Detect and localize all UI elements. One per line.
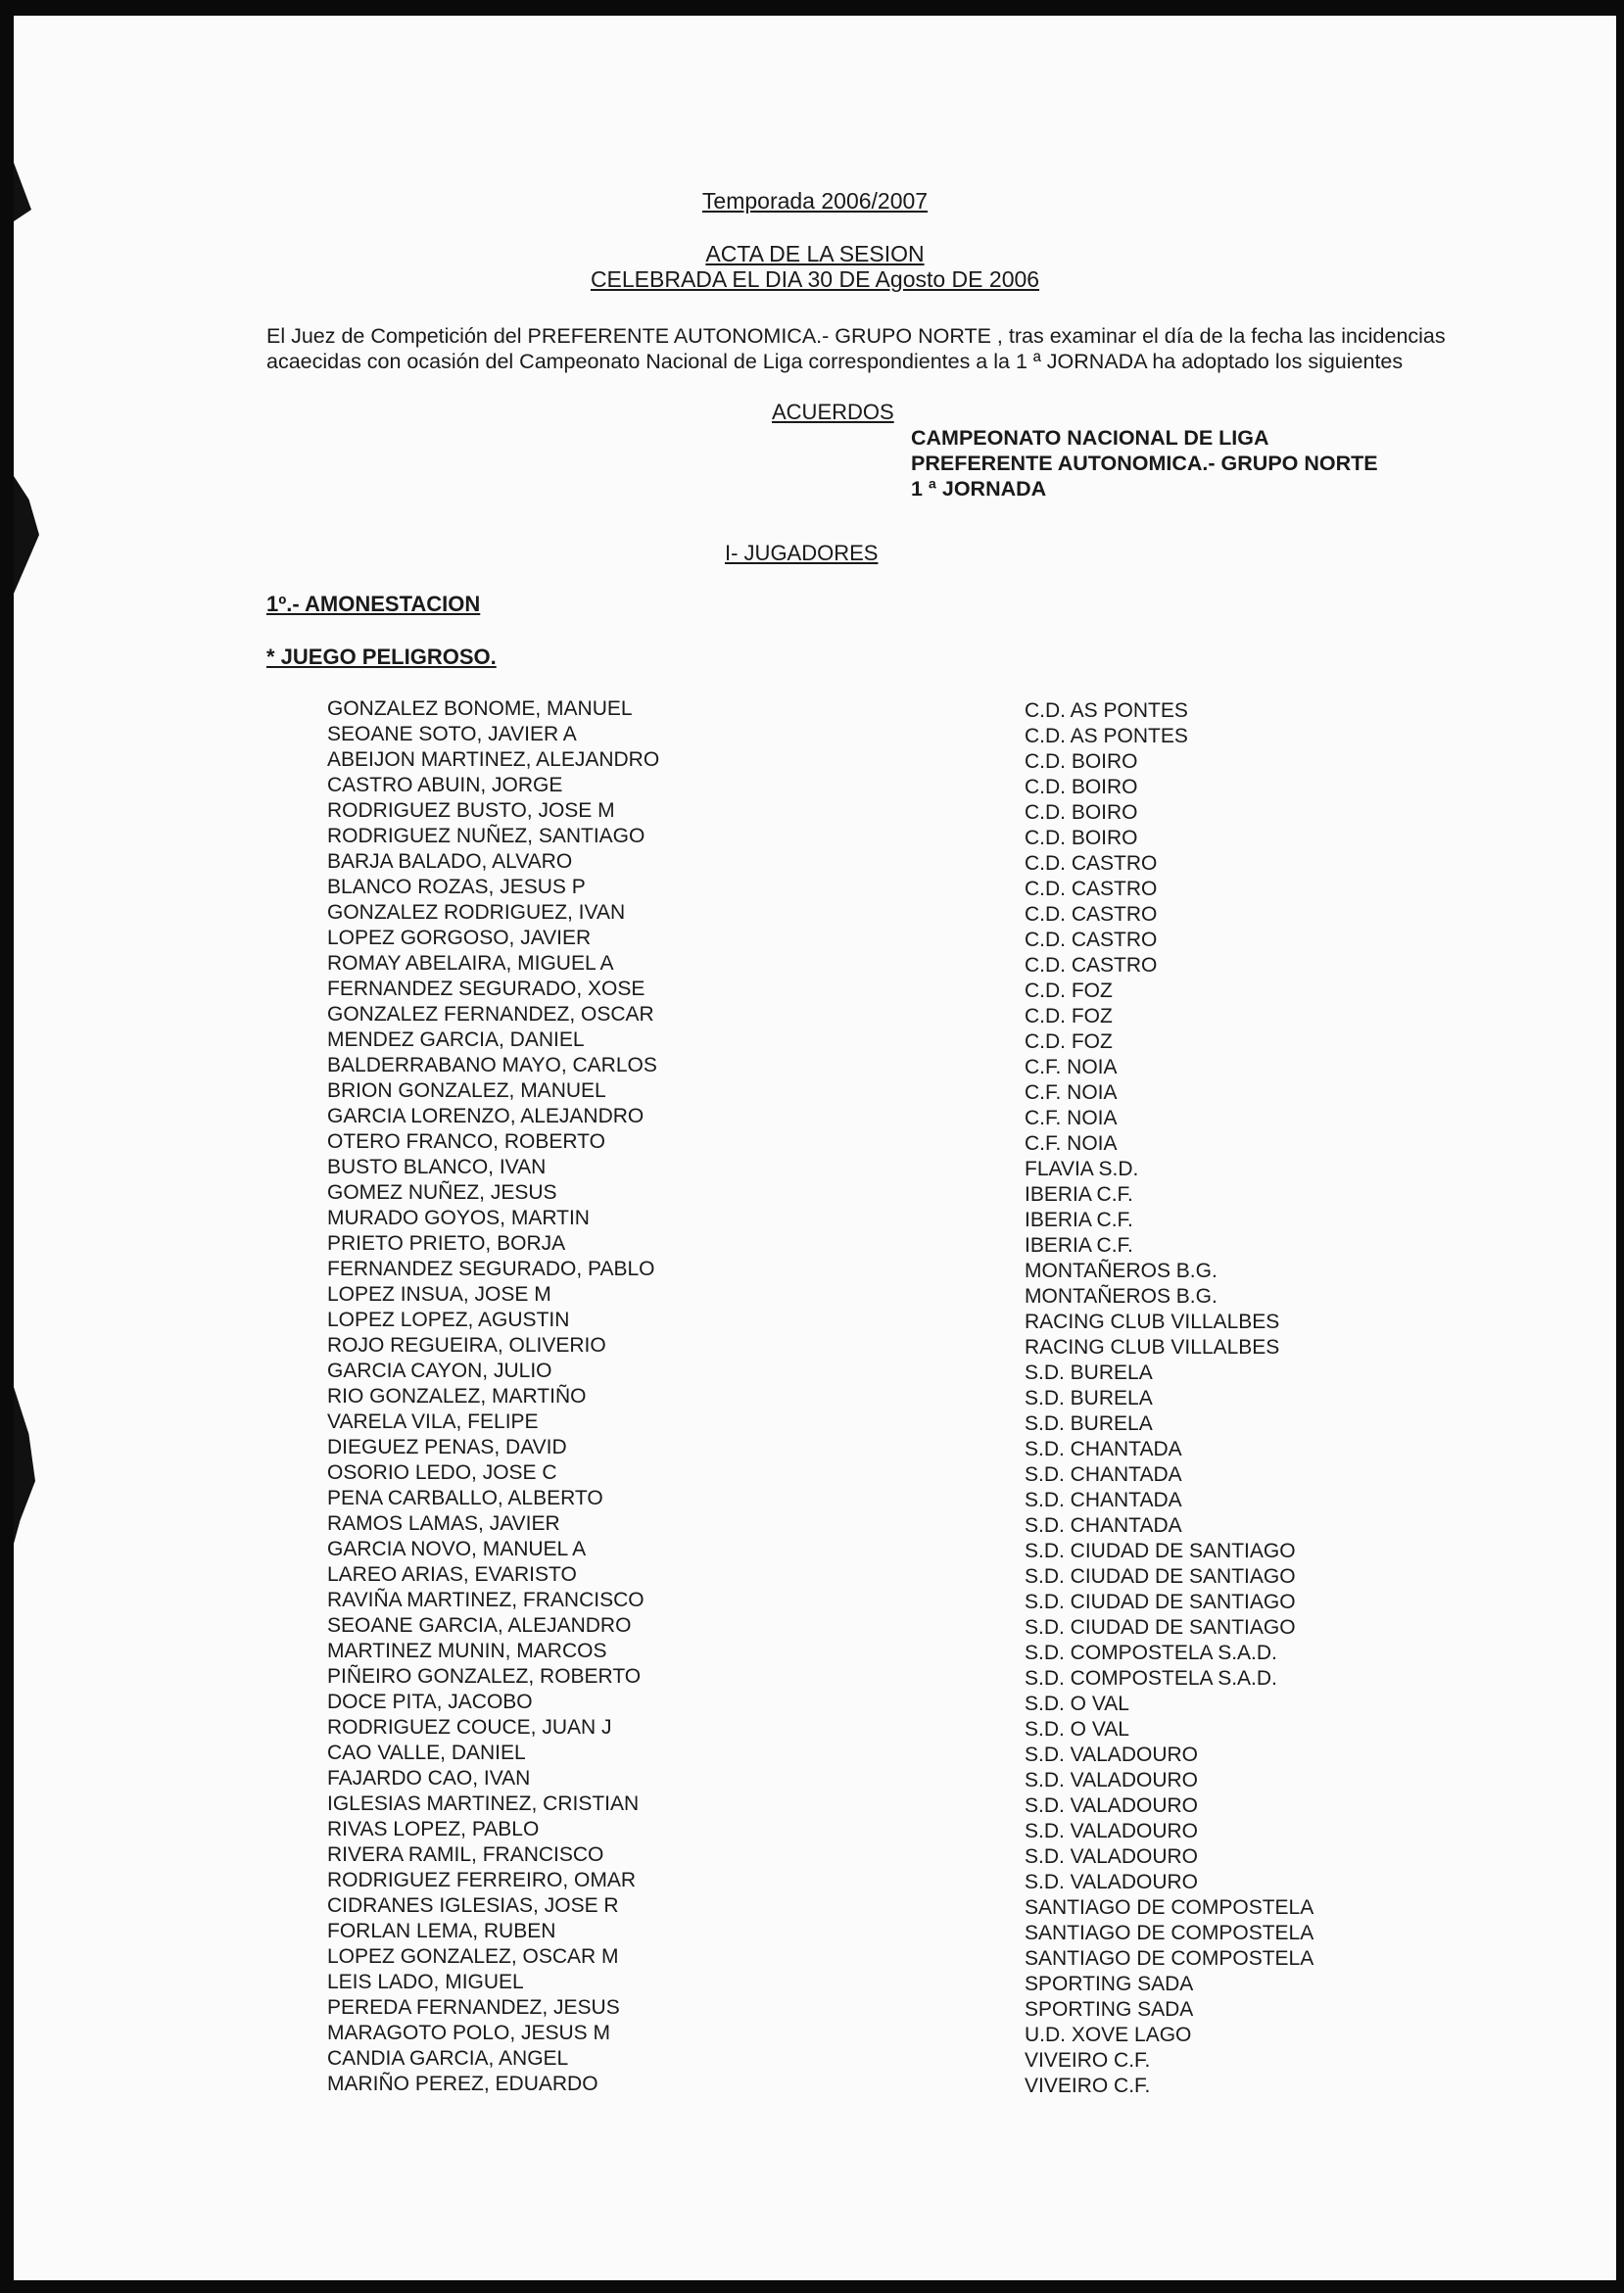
player-name: ROMAY ABELAIRA, MIGUEL A (327, 952, 614, 975)
player-club: SPORTING SADA (1025, 1973, 1194, 1995)
intro-paragraph (266, 323, 1540, 374)
player-row (327, 1027, 1503, 1053)
player-club: C.D. CASTRO (1025, 852, 1158, 875)
player-row (327, 1053, 1503, 1078)
player-name: GOMEZ NUÑEZ, JESUS (327, 1181, 557, 1204)
player-row (327, 875, 1503, 900)
player-row (327, 1333, 1503, 1359)
player-name: BUSTO BLANCO, IVAN (327, 1156, 547, 1178)
player-name: BARJA BALADO, ALVARO (327, 850, 573, 873)
player-row (327, 951, 1503, 977)
player-row (327, 1664, 1503, 1690)
player-club: SPORTING SADA (1025, 1998, 1194, 2021)
player-club: C.F. NOIA (1025, 1056, 1118, 1078)
season-title: Temporada 2006/2007 (701, 188, 929, 214)
player-name: RAMOS LAMAS, JAVIER (327, 1512, 560, 1535)
player-row (327, 2046, 1503, 2072)
player-name: LOPEZ INSUA, JOSE M (327, 1283, 551, 1306)
player-row (327, 1944, 1503, 1970)
player-name: RODRIGUEZ COUCE, JUAN J (327, 1716, 612, 1739)
player-club: VIVEIRO C.F. (1025, 2075, 1151, 2097)
player-row (327, 1409, 1503, 1435)
player-row (327, 1537, 1503, 1562)
player-row (327, 1206, 1503, 1231)
player-row (327, 1639, 1503, 1664)
player-row (327, 1562, 1503, 1588)
player-club: C.D. AS PONTES (1025, 699, 1188, 722)
player-row (327, 1231, 1503, 1257)
player-row (327, 1817, 1503, 1842)
player-row (327, 1486, 1503, 1511)
player-club: C.F. NOIA (1025, 1081, 1118, 1104)
player-name: LAREO ARIAS, EVARISTO (327, 1563, 577, 1586)
player-club: S.D. CHANTADA (1025, 1514, 1182, 1537)
sanction-heading: 1º.- AMONESTACION (266, 592, 481, 616)
player-club: S.D. BURELA (1025, 1361, 1153, 1384)
player-name: PIÑEIRO GONZALEZ, ROBERTO (327, 1665, 642, 1688)
player-club: S.D. CIUDAD DE SANTIAGO (1025, 1540, 1296, 1562)
player-name: FAJARDO CAO, IVAN (327, 1767, 531, 1790)
player-row (327, 722, 1503, 747)
acta-title-line2: CELEBRADA EL DIA 30 DE Agosto DE 2006 (590, 266, 1040, 292)
player-name: OSORIO LEDO, JOSE C (327, 1461, 557, 1484)
player-name: SEOANE GARCIA, ALEJANDRO (327, 1614, 632, 1637)
category-heading: * JUEGO PELIGROSO. (266, 645, 497, 669)
player-club: FLAVIA S.D. (1025, 1158, 1139, 1180)
player-row (327, 1282, 1503, 1308)
player-row (327, 1384, 1503, 1409)
scan-edge-mark (14, 1387, 35, 1544)
player-club: IBERIA C.F. (1025, 1234, 1133, 1257)
player-name: GONZALEZ RODRIGUEZ, IVAN (327, 901, 626, 924)
player-club: C.D. CASTRO (1025, 878, 1158, 900)
player-row (327, 1995, 1503, 2021)
player-name: RIVERA RAMIL, FRANCISCO (327, 1843, 604, 1866)
player-row (327, 1842, 1503, 1868)
player-row (327, 2021, 1503, 2046)
player-club: C.D. FOZ (1025, 1030, 1113, 1053)
player-name: CANDIA GARCIA, ANGEL (327, 2047, 569, 2070)
document-page (14, 16, 1616, 2280)
player-row (327, 1308, 1503, 1333)
player-name: MARTINEZ MUNIN, MARCOS (327, 1640, 607, 1662)
player-name: GONZALEZ BONOME, MANUEL (327, 697, 633, 720)
player-club: RACING CLUB VILLALBES (1025, 1311, 1280, 1333)
player-name: MENDEZ GARCIA, DANIEL (327, 1028, 585, 1051)
player-club: RACING CLUB VILLALBES (1025, 1336, 1280, 1359)
player-club: S.D. BURELA (1025, 1387, 1153, 1409)
player-club: C.D. CASTRO (1025, 954, 1158, 977)
player-name: PENA CARBALLO, ALBERTO (327, 1487, 603, 1509)
player-club: C.F. NOIA (1025, 1132, 1118, 1155)
player-row (327, 1002, 1503, 1027)
championship-block (911, 425, 1378, 502)
player-name: LOPEZ GORGOSO, JAVIER (327, 927, 592, 949)
player-club: S.D. VALADOURO (1025, 1744, 1198, 1766)
player-row (327, 1078, 1503, 1104)
player-name: FERNANDEZ SEGURADO, PABLO (327, 1258, 655, 1280)
player-name: MURADO GOYOS, MARTIN (327, 1207, 590, 1229)
player-name: SEOANE SOTO, JAVIER A (327, 723, 577, 745)
player-row (327, 1129, 1503, 1155)
player-row (327, 1588, 1503, 1613)
player-row (327, 1766, 1503, 1791)
player-club: S.D. O VAL (1025, 1718, 1129, 1741)
player-club: C.D. AS PONTES (1025, 725, 1188, 747)
player-club: S.D. VALADOURO (1025, 1820, 1198, 1842)
player-row (327, 1359, 1503, 1384)
player-club: MONTAÑEROS B.G. (1025, 1260, 1218, 1282)
player-name: BRION GONZALEZ, MANUEL (327, 1079, 606, 1102)
player-name: RODRIGUEZ NUÑEZ, SANTIAGO (327, 825, 645, 847)
player-name: GARCIA LORENZO, ALEJANDRO (327, 1105, 645, 1127)
player-name: PEREDA FERNANDEZ, JESUS (327, 1996, 620, 2019)
player-club: C.D. CASTRO (1025, 929, 1158, 951)
player-name: CASTRO ABUIN, JORGE (327, 774, 563, 796)
player-club: C.D. FOZ (1025, 979, 1113, 1002)
player-club: IBERIA C.F. (1025, 1209, 1133, 1231)
player-club: S.D. CIUDAD DE SANTIAGO (1025, 1591, 1296, 1613)
player-club: SANTIAGO DE COMPOSTELA (1025, 1896, 1314, 1919)
player-row (327, 1741, 1503, 1766)
scan-edge-mark (14, 476, 39, 594)
section-players-heading: I- JUGADORES (725, 541, 879, 565)
player-club: S.D. CIUDAD DE SANTIAGO (1025, 1616, 1296, 1639)
player-name: DOCE PITA, JACOBO (327, 1691, 533, 1713)
player-row (327, 1257, 1503, 1282)
player-club: C.D. FOZ (1025, 1005, 1113, 1027)
championship-line-1: CAMPEONATO NACIONAL DE LIGA (911, 426, 1269, 450)
player-row (327, 900, 1503, 926)
player-name: BALDERRABANO MAYO, CARLOS (327, 1054, 657, 1076)
player-name: BLANCO ROZAS, JESUS P (327, 876, 586, 898)
player-club: MONTAÑEROS B.G. (1025, 1285, 1218, 1308)
player-name: GARCIA CAYON, JULIO (327, 1360, 552, 1382)
player-row (327, 696, 1503, 722)
championship-line-3: 1 ª JORNADA (911, 477, 1047, 501)
player-row (327, 1104, 1503, 1129)
player-club: C.D. CASTRO (1025, 903, 1158, 926)
player-name: GONZALEZ FERNANDEZ, OSCAR (327, 1003, 654, 1026)
player-club: C.D. BOIRO (1025, 801, 1138, 824)
player-row (327, 1180, 1503, 1206)
player-name: RIVAS LOPEZ, PABLO (327, 1818, 540, 1840)
player-club: S.D. CHANTADA (1025, 1489, 1182, 1511)
player-club: C.D. BOIRO (1025, 827, 1138, 849)
player-club: S.D. CHANTADA (1025, 1463, 1182, 1486)
player-name: DIEGUEZ PENAS, DAVID (327, 1436, 567, 1458)
player-name: MARIÑO PEREZ, EDUARDO (327, 2073, 598, 2095)
player-name: IGLESIAS MARTINEZ, CRISTIAN (327, 1792, 640, 1815)
player-row (327, 1970, 1503, 1995)
player-row (327, 1460, 1503, 1486)
player-row (327, 1919, 1503, 1944)
player-row (327, 1791, 1503, 1817)
player-club: U.D. XOVE LAGO (1025, 2024, 1192, 2046)
player-club: S.D. COMPOSTELA S.A.D. (1025, 1642, 1277, 1664)
player-name: RAVIÑA MARTINEZ, FRANCISCO (327, 1589, 645, 1611)
player-club: S.D. O VAL (1025, 1693, 1129, 1715)
player-club: S.D. BURELA (1025, 1412, 1153, 1435)
player-row (327, 1435, 1503, 1460)
player-club: C.D. BOIRO (1025, 776, 1138, 798)
players-list (327, 696, 1503, 2097)
player-name: VARELA VILA, FELIPE (327, 1410, 539, 1433)
player-name: LEIS LADO, MIGUEL (327, 1971, 524, 1993)
player-name: RODRIGUEZ FERREIRO, OMAR (327, 1869, 637, 1891)
player-row (327, 824, 1503, 849)
player-row (327, 1868, 1503, 1893)
player-club: S.D. VALADOURO (1025, 1845, 1198, 1868)
player-club: S.D. CHANTADA (1025, 1438, 1182, 1460)
player-name: CIDRANES IGLESIAS, JOSE R (327, 1894, 619, 1917)
player-name: RIO GONZALEZ, MARTIÑO (327, 1385, 587, 1408)
player-row (327, 1690, 1503, 1715)
player-club: SANTIAGO DE COMPOSTELA (1025, 1922, 1314, 1944)
player-name: CAO VALLE, DANIEL (327, 1742, 526, 1764)
player-row (327, 1715, 1503, 1741)
player-club: S.D. VALADOURO (1025, 1769, 1198, 1791)
intro-line-2: acaecidas con ocasión del Campeonato Nacional de Liga correspondientes a la 1 ª JORNADA ha adoptado los siguientes (266, 350, 1404, 373)
player-name: MARAGOTO POLO, JESUS M (327, 2022, 610, 2044)
player-row (327, 1511, 1503, 1537)
player-name: FERNANDEZ SEGURADO, XOSE (327, 978, 645, 1000)
championship-line-2: PREFERENTE AUTONOMICA.- GRUPO NORTE (911, 452, 1378, 475)
player-club: SANTIAGO DE COMPOSTELA (1025, 1947, 1314, 1970)
player-club: C.F. NOIA (1025, 1107, 1118, 1129)
player-row (327, 2072, 1503, 2097)
player-row (327, 747, 1503, 773)
player-club: S.D. VALADOURO (1025, 1871, 1198, 1893)
player-name: LOPEZ GONZALEZ, OSCAR M (327, 1945, 619, 1968)
player-name: ROJO REGUEIRA, OLIVERIO (327, 1334, 606, 1357)
player-club: S.D. CIUDAD DE SANTIAGO (1025, 1565, 1296, 1588)
player-name: ABEIJON MARTINEZ, ALEJANDRO (327, 748, 660, 771)
player-row (327, 849, 1503, 875)
player-row (327, 1613, 1503, 1639)
acuerdos-heading: ACUERDOS (772, 400, 894, 424)
player-name: PRIETO PRIETO, BORJA (327, 1232, 566, 1255)
player-club: S.D. VALADOURO (1025, 1794, 1198, 1817)
player-club: IBERIA C.F. (1025, 1183, 1133, 1206)
player-row (327, 977, 1503, 1002)
player-club: S.D. COMPOSTELA S.A.D. (1025, 1667, 1277, 1690)
player-row (327, 1155, 1503, 1180)
player-club: VIVEIRO C.F. (1025, 2049, 1151, 2072)
player-row (327, 798, 1503, 824)
player-club: C.D. BOIRO (1025, 750, 1138, 773)
player-name: LOPEZ LOPEZ, AGUSTIN (327, 1309, 570, 1331)
player-name: FORLAN LEMA, RUBEN (327, 1920, 556, 1942)
player-name: RODRIGUEZ BUSTO, JOSE M (327, 799, 615, 822)
player-name: OTERO FRANCO, ROBERTO (327, 1130, 605, 1153)
player-row (327, 926, 1503, 951)
intro-line-1: El Juez de Competición del PREFERENTE AUTONOMICA.- GRUPO NORTE , tras examinar el día de la fecha las incidencias (266, 324, 1446, 348)
player-name: GARCIA NOVO, MANUEL A (327, 1538, 587, 1560)
acta-title-line1: ACTA DE LA SESION (705, 241, 925, 266)
player-row (327, 773, 1503, 798)
player-row (327, 1893, 1503, 1919)
